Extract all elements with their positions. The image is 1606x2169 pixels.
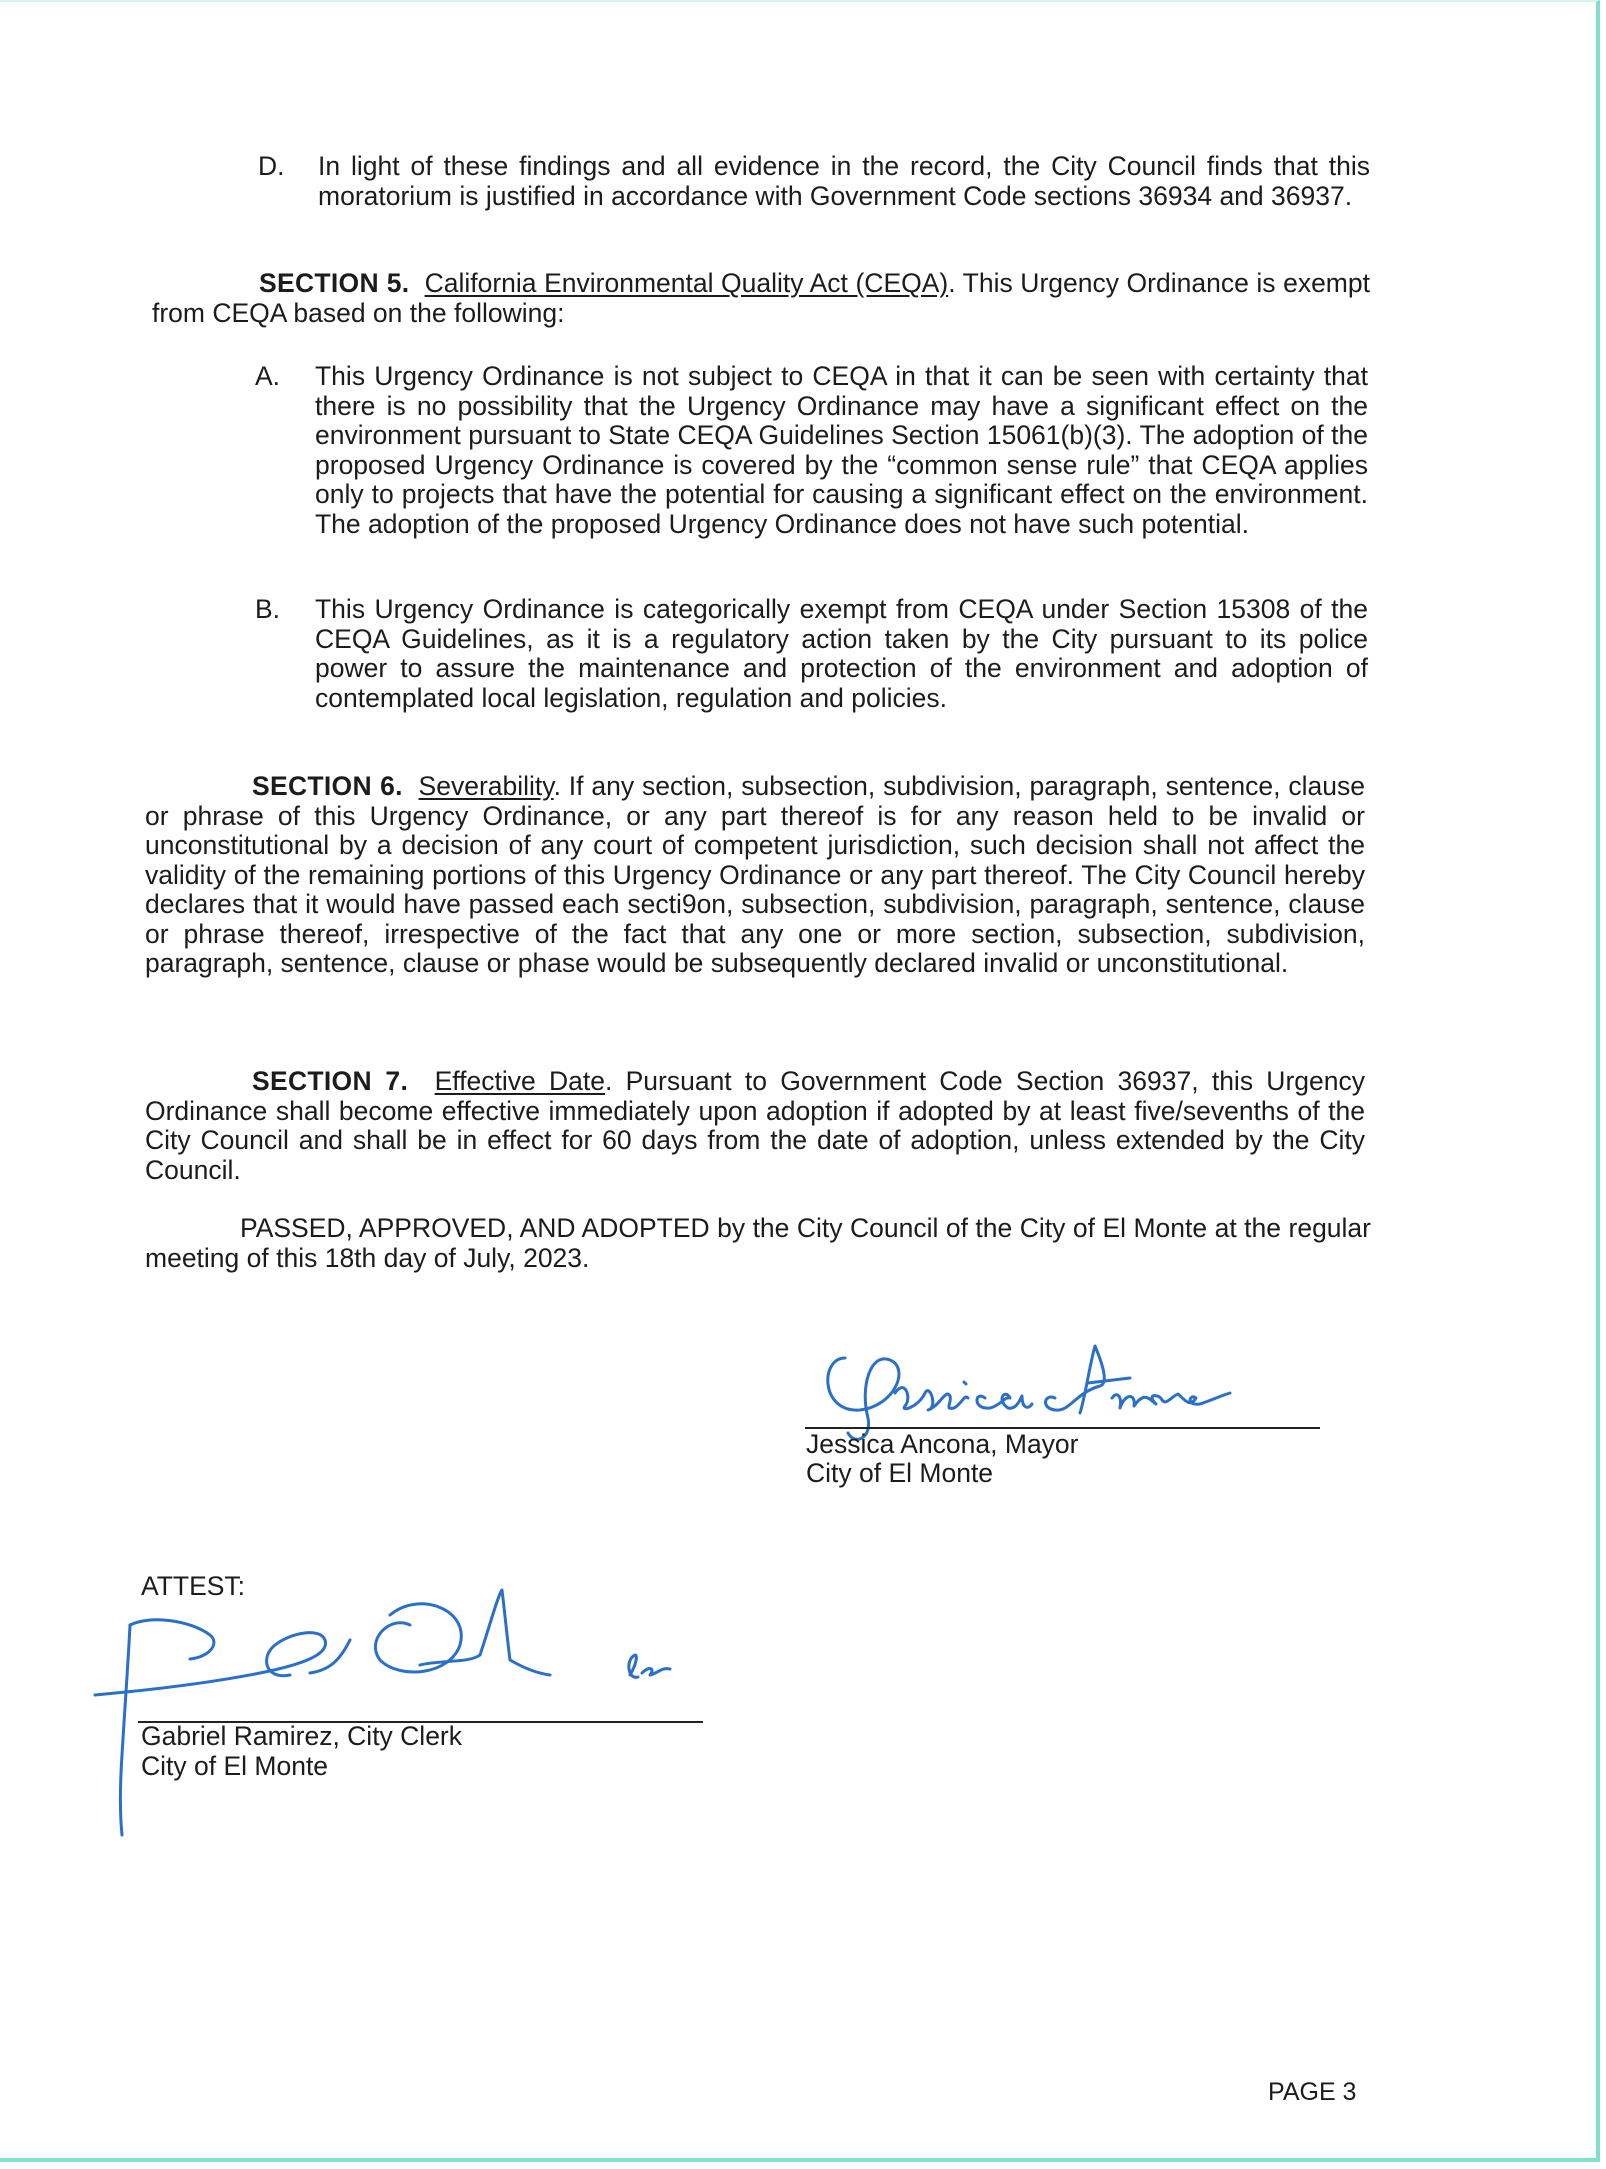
finding-d bbox=[258, 152, 1370, 244]
section-6-paragraph bbox=[145, 772, 1365, 979]
section-5-title: California Environmental Quality Act (CEQA) bbox=[424, 268, 949, 298]
section-5-item-a bbox=[255, 362, 1370, 574]
section-5-a-text: This Urgency Ordinance is not subject to CEQA in that it can be seen with certainty that there is no possibility that the Urgency Ordinance may have a significant effect on the environment pursuant to State CEQA Guidelines Section 15061(b)(3). The adoption of the proposed Urgency Ordinance is covered by the “common sense rule” that CEQA applies only to projects that have the potential for causing a significant effect on the environment. The adoption of the proposed Urgency Ordinance does not have such potential. bbox=[315, 361, 1368, 539]
section-6-title: Severability bbox=[418, 771, 554, 801]
section-5-heading: SECTION 5. bbox=[259, 268, 410, 298]
clerk-org: City of El Monte bbox=[141, 1751, 329, 1781]
section-6-heading: SECTION 6. bbox=[252, 771, 403, 801]
section-7-paragraph bbox=[145, 1067, 1365, 1185]
finding-d-letter: D. bbox=[258, 151, 285, 181]
section-5-intro-text: . This Urgency Ordinance is exempt from CEQA based on the following: bbox=[152, 268, 1370, 328]
clerk-signature-note: for bbox=[90, 1585, 92, 1586]
clerk-signature bbox=[90, 1585, 710, 1845]
page-number: PAGE 3 bbox=[1268, 2078, 1357, 2106]
mayor-org: City of El Monte bbox=[806, 1458, 994, 1488]
section-7-title: Effective Date bbox=[434, 1066, 605, 1096]
section-5-item-b bbox=[255, 595, 1370, 750]
section-5-b-letter: B. bbox=[255, 594, 281, 624]
section-5-a-letter: A. bbox=[255, 361, 281, 391]
finding-d-text: In light of these findings and all evidence in the record, the City Council finds that this moratorium is justified in accordance with Government Code sections 36934 and 36937. bbox=[318, 151, 1370, 211]
section-5-b-text: This Urgency Ordinance is categorically exempt from CEQA under Section 15308 of the CEQA Guidelines, as it is a regulatory action taken by the City pursuant to its police power to assure the maintenance and protection of the environment and adoption of contemplated local legislation, regulation and policies. bbox=[315, 594, 1368, 713]
mayor-signature-text: Jessica Ancona bbox=[800, 1338, 807, 1339]
clerk-name-title: Gabriel Ramirez, City Clerk bbox=[141, 1721, 463, 1751]
section-7-text: . Pursuant to Government Code Section 36937, this Urgency Ordinance shall become effective immediately upon adoption if adopted by at least five/sevenths of the City Council and shall be in effect for 60 days from the date of adoption, unless extended by the City Council. bbox=[145, 1066, 1365, 1185]
section-5-intro bbox=[152, 269, 1370, 328]
attest-label: ATTEST: bbox=[141, 1571, 246, 1601]
adoption-paragraph: PASSED, APPROVED, AND ADOPTED by the City Council of the City of El Monte at the regular meeting of this 18th day of July, 2023. bbox=[145, 1213, 1371, 1273]
section-6-text: . If any section, subsection, subdivision, paragraph, sentence, clause or phrase of this Urgency Ordinance, or any part thereof is for any reason held to be invalid or unconstitutional by a decision of any court of competent jurisdiction, such decision shall not affect the validity of the remaining portions of this Urgency Ordinance or any part thereof. The City Council hereby declares that it would have passed each secti9on, subsection, subdivision, paragraph, sentence, clause or phrase thereof, irrespective of the fact that any one or more section, subsection, subdivision, paragraph, sentence, clause or phase would be subsequently declared invalid or unconstitutional. bbox=[145, 771, 1365, 978]
section-7-heading: SECTION 7. bbox=[252, 1066, 409, 1096]
mayor-name-title: Jessica Ancona, Mayor bbox=[806, 1429, 1079, 1459]
